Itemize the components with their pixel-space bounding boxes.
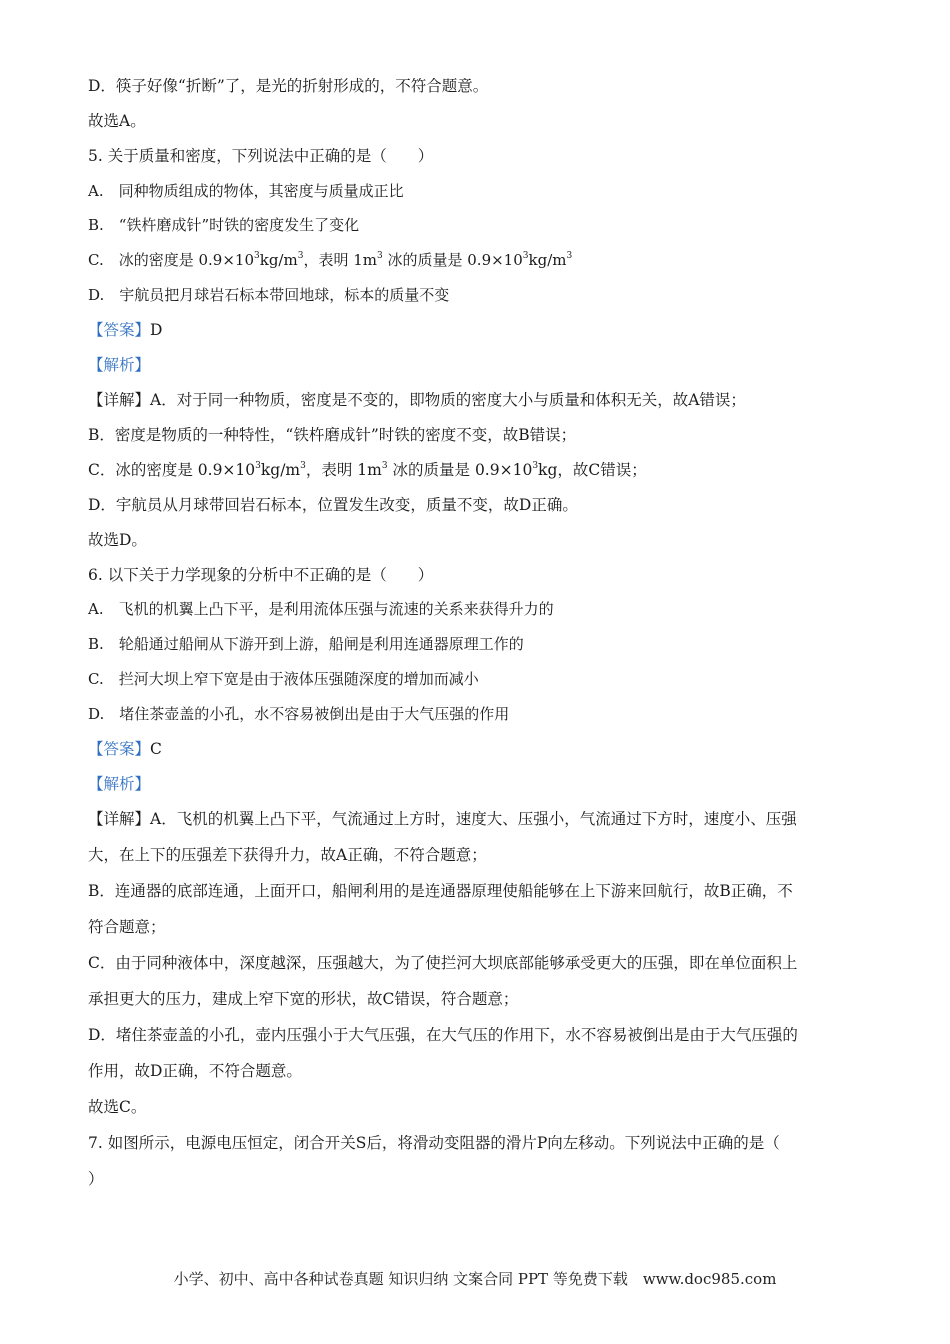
q6-detail-c-line1: C．由于同种液体中，深度越深，压强越大，为了使拦河大坝底部能够承受更大的压强，即在单位面积上 (88, 954, 798, 972)
prev-option-d: D．筷子好像“折断”了，是光的折射形成的，不符合题意。 (88, 77, 489, 95)
q5-detail-c: C．冰的密度是 $0.9\times 10^3kg/m^3$，表明 $1m^3$ 冰的质量是 $0.9\times 10^3kg$，故C错误； (88, 460, 647, 479)
q5-option-c: C. 冰的密度是 $0.9\times 10^3kg/m^3$，表明 $1m^3$ 冰的质量是 $0.9\times 10^3kg/m^3$ (88, 251, 573, 269)
answer-tag: 【答案】 (88, 740, 151, 758)
q6-option-c: C. 拦河大坝上窄下宽是由于液体压强随深度的增加而减小 (88, 670, 479, 688)
q6-conclusion: 故选C。 (88, 1098, 147, 1116)
q5-option-b: B. “铁杵磨成针”时铁的密度发生了变化 (88, 216, 360, 234)
q6-detail-d-line1: D．堵住茶壶盖的小孔，壶内压强小于大气压强，在大气压的作用下，水不容易被倒出是由于大气压强的 (88, 1026, 798, 1044)
answer-value: C (150, 740, 162, 758)
q5-answer (88, 319, 162, 341)
q6-option-a: A. 飞机的机翼上凸下平，是利用流体压强与流速的关系来获得升力的 (88, 600, 554, 618)
prev-conclusion: 故选A。 (88, 112, 146, 130)
detail-tag: 【详解】 (88, 810, 151, 828)
q6-analysis-tag: 【解析】 (88, 775, 151, 793)
page-footer: 小学、初中、高中各种试卷真题 知识归纳 文案合同 PPT 等免费下载 www.doc985.com (173, 1270, 777, 1288)
q5-analysis-tag: 【解析】 (88, 356, 151, 374)
q6-detail-a-line1: 【详解】A．飞机的机翼上凸下平，气流通过上方时，速度大、压强小，气流通过下方时，速度小、压强 (88, 810, 797, 828)
q5-detail-a: 【详解】A．对于同一种物质，密度是不变的，即物质的密度大小与质量和体积无关，故A错误； (88, 391, 746, 409)
q6-detail-a-line2: 大，在上下的压强差下获得升力，故A正确，不符合题意； (88, 846, 487, 864)
q5-detail-b: B．密度是物质的一种特性，“铁杵磨成针”时铁的密度不变，故B错误； (88, 426, 577, 444)
q5-stem: 5. 关于质量和密度，下列说法中正确的是（ ） (88, 147, 434, 165)
q6-detail-b-line1: B．连通器的底部连通，上面开口，船闸利用的是连通器原理使船能够在上下游来回航行，故B正确，不 (88, 882, 793, 900)
q5-option-a: A. 同种物质组成的物体，其密度与质量成正比 (88, 182, 404, 200)
q5-detail-d: D．宇航员从月球带回岩石标本，位置发生改变，质量不变，故D正确。 (88, 496, 578, 514)
q6-detail-d-line2: 作用，故D正确，不符合题意。 (88, 1062, 302, 1080)
q7-stem-line1: 7. 如图所示，电源电压恒定，闭合开关S后，将滑动变阻器的滑片P向左移动。下列说法中正确的是（ (88, 1134, 780, 1152)
answer-value: D (150, 321, 163, 339)
q6-option-d: D. 堵住茶壶盖的小孔，水不容易被倒出是由于大气压强的作用 (88, 705, 510, 723)
q6-option-b: B. 轮船通过船闸从下游开到上游，船闸是利用连通器原理工作的 (88, 635, 524, 653)
q6-answer (88, 738, 162, 760)
q7-stem-line2: ） (88, 1170, 104, 1188)
q5-conclusion: 故选D。 (88, 531, 147, 549)
answer-tag: 【答案】 (88, 321, 151, 339)
detail-tag: 【详解】 (88, 391, 151, 409)
q6-detail-b-line2: 符合题意； (88, 918, 166, 936)
q5-option-d: D. 宇航员把月球岩石标本带回地球，标本的质量不变 (88, 286, 450, 304)
q6-detail-c-line2: 承担更大的压力，建成上窄下宽的形状，故C错误，符合题意； (88, 990, 519, 1008)
q6-stem: 6. 以下关于力学现象的分析中不正确的是（ ） (88, 566, 434, 584)
